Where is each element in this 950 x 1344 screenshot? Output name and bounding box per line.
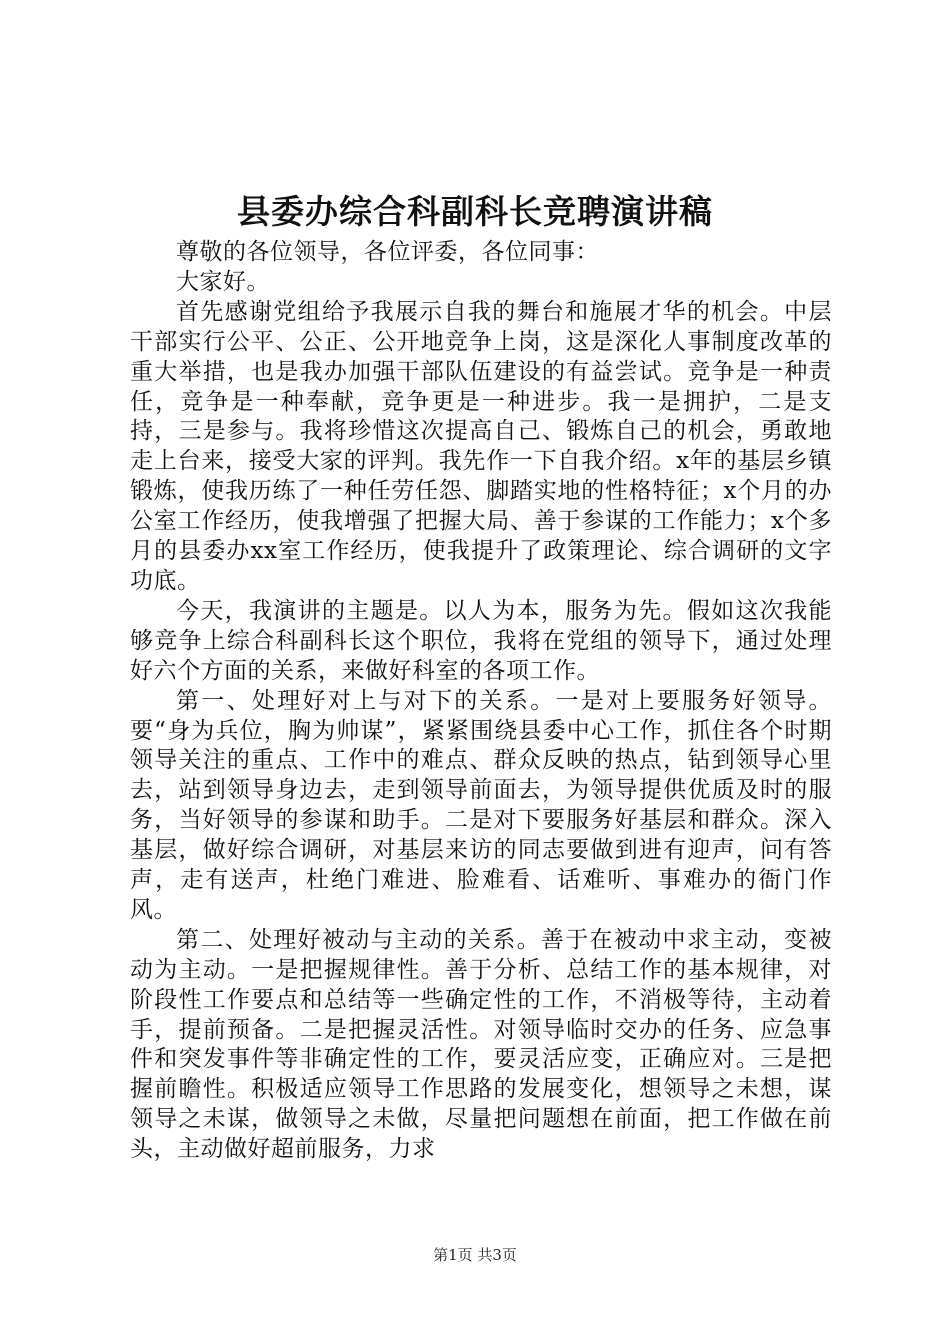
paragraph-greeting: 大家好。: [176, 268, 270, 295]
document-title: 县委办综合科副科长竞聘演讲稿: [237, 192, 713, 231]
paragraph-theme: 今天，我演讲的主题是。以人为本，服务为先。假如这次我能够竞争上综合科副科长这个职位，我将在党组的领导下，通过处理好六个方面的关系，来做好科室的各项工作。: [130, 597, 832, 684]
paragraph-salutation: 尊敬的各位领导，各位评委，各位同事：: [176, 239, 599, 265]
paragraph-intro: 首先感谢党组给予我展示自我的舞台和施展才华的机会。中层干部实行公平、公正、公开地竞争上岗，这是深化人事制度改革的重大举措，也是我办加强干部队伍建设的有益尝试。竞争是一种责任，竞争是一种奉献，竞争更是一种进步。我一是拥护，二是支持，三是参与。我将珍惜这次提高自己、锻炼自己的机会，勇敢地走上台来，接受大家的评判。我先作一下自我介绍。x年的基层乡镇锻炼，使我历练了一种任劳任怨、脚踏实地的性格特征；x个月的办公室工作经历，使我增强了把握大局、善于参谋的工作能力；x个多月的县委办xx室工作经历，使我提升了政策理论、综合调研的文字功底。: [130, 298, 832, 594]
paragraph-first-point: 第一、处理好对上与对下的关系。一是对上要服务好领导。要“身为兵位，胸为帅谋”，紧紧围绕县委中心工作，抓住各个时期领导关注的重点、工作中的难点、群众反映的热点，钻到领导心里去，站到领导身边去，走到领导前面去，为领导提供优质及时的服务，当好领导的参谋和助手。二是对下要服务好基层和群众。深入基层，做好综合调研，对基层来访的同志要做到进有迎声，问有答声，走有送声，杜绝门难进、脸难看、话难听、事难办的衙门作风。: [130, 687, 832, 923]
document-body: [130, 238, 832, 1165]
page-footer: 第1页 共3页: [433, 1246, 517, 1264]
paragraph-second-point: 第二、处理好被动与主动的关系。善于在被动中求主动，变被动为主动。一是把握规律性。善于分析、总结工作的基本规律，对阶段性工作要点和总结等一些确定性的工作，不消极等待，主动着手，提前预备。二是把握灵活性。对领导临时交办的任务、应急事件和突发事件等非确定性的工作，要灵活应变，正确应对。三是把握前瞻性。积极适应领导工作思路的发展变化，想领导之未想，谋领导之未谋，做领导之未做，尽量把问题想在前面，把工作做在前头，主动做好超前服务，力求: [130, 926, 832, 1163]
